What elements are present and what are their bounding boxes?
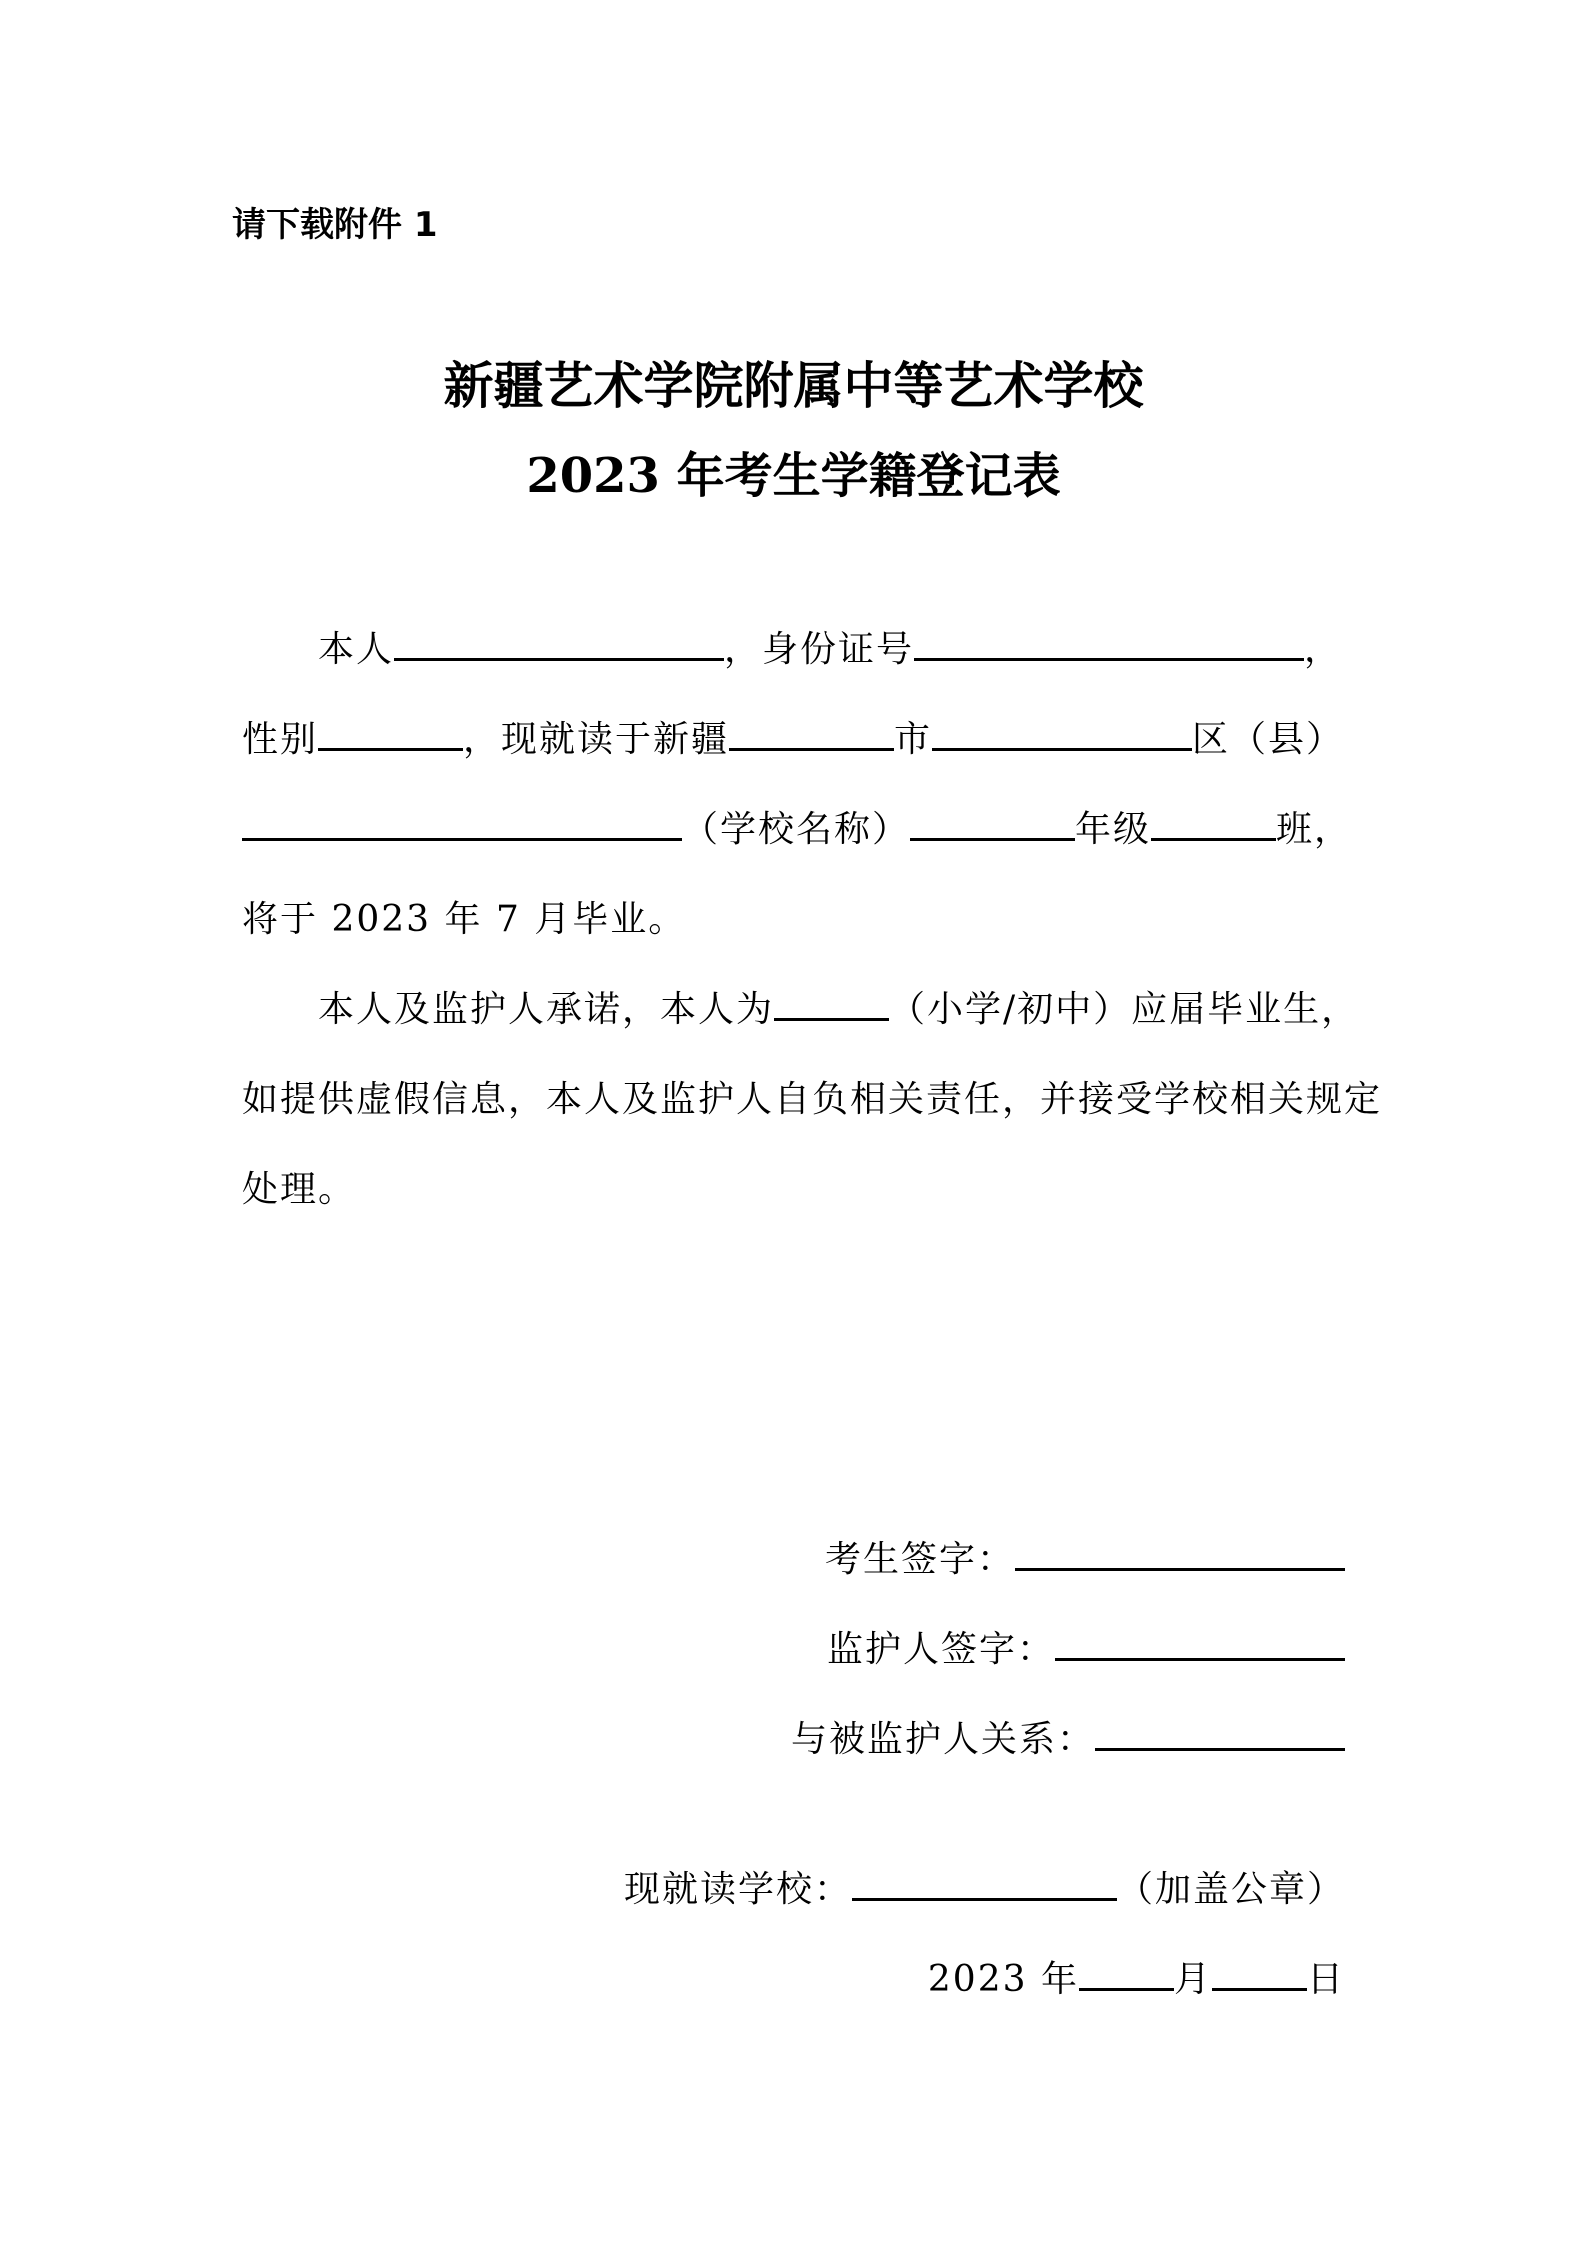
school-stage-blank[interactable] [774,1014,889,1021]
label-gender: 性别 [242,719,319,760]
liability-statement-end: 处理。 [242,1169,357,1210]
label-candidate-signature: 考生签字： [824,1539,1015,1580]
city-blank[interactable] [729,744,894,751]
line-gender-location [242,695,1352,785]
line-liability [242,1055,1383,1145]
line-school-grade-class [242,785,1352,875]
label-month: 月 [1173,1959,1212,2000]
line-date [242,1935,1345,2025]
label-year: 2023 年 [927,1959,1079,2000]
line-candidate-signature [242,1515,1345,1605]
label-class: 班， [1276,809,1353,850]
graduation-statement: 将于 2023 年 7 月毕业。 [242,899,687,940]
signature-block [242,1515,1345,1785]
label-name: 本人 [318,629,395,670]
school-name-blank[interactable] [242,834,682,841]
attachment-note: 请下载附件 1 [232,205,438,245]
grade-blank[interactable] [910,834,1075,841]
guardian-signature-blank[interactable] [1055,1654,1345,1661]
line-guardian-relation [242,1695,1345,1785]
guardian-relation-blank[interactable] [1095,1744,1345,1751]
month-blank[interactable] [1079,1984,1174,1991]
form-body-paragraph [242,605,1383,1235]
line-liability-end [242,1145,1352,1235]
candidate-signature-blank[interactable] [1015,1564,1345,1571]
line-current-school [242,1845,1345,1935]
form-title: 新疆艺术学院附属中等艺术学校 [443,356,1144,415]
label-guardian-relation: 与被监护人关系： [790,1719,1095,1760]
promise-statement-end: （小学/初中）应届毕业生， [889,989,1360,1030]
line-name-id [242,605,1352,695]
label-district-county: 区（县） [1192,719,1345,760]
label-studying-in: ，现就读于新疆 [463,719,730,760]
label-official-seal: （加盖公章） [1116,1869,1345,1910]
liability-statement: 如提供虚假信息，本人及监护人自负相关责任，并接受学校相关规定 [242,1079,1383,1120]
comma: ， [1304,629,1343,670]
label-current-school: 现就读学校： [623,1869,852,1910]
form-subtitle: 2023 年考生学籍登记表 [526,448,1061,504]
line-graduation [242,875,1352,965]
label-day: 日 [1306,1959,1345,2000]
label-guardian-signature: 监护人签字： [826,1629,1055,1670]
label-city: 市 [894,719,933,760]
gender-blank[interactable] [318,744,463,751]
district-blank[interactable] [932,744,1192,751]
line-promise [242,965,1360,1055]
line-guardian-signature [242,1605,1345,1695]
promise-statement-start: 本人及监护人承诺，本人为 [318,989,775,1030]
id-number-blank[interactable] [914,654,1304,661]
label-id-number: ，身份证号 [724,629,915,670]
class-blank[interactable] [1151,834,1276,841]
label-grade: 年级 [1075,809,1152,850]
student-name-blank[interactable] [394,654,724,661]
label-school-name: （学校名称） [682,809,911,850]
form-title-block [242,352,1345,510]
current-school-blank[interactable] [852,1894,1117,1901]
footer-block [242,1845,1345,2025]
day-blank[interactable] [1212,1984,1307,1991]
